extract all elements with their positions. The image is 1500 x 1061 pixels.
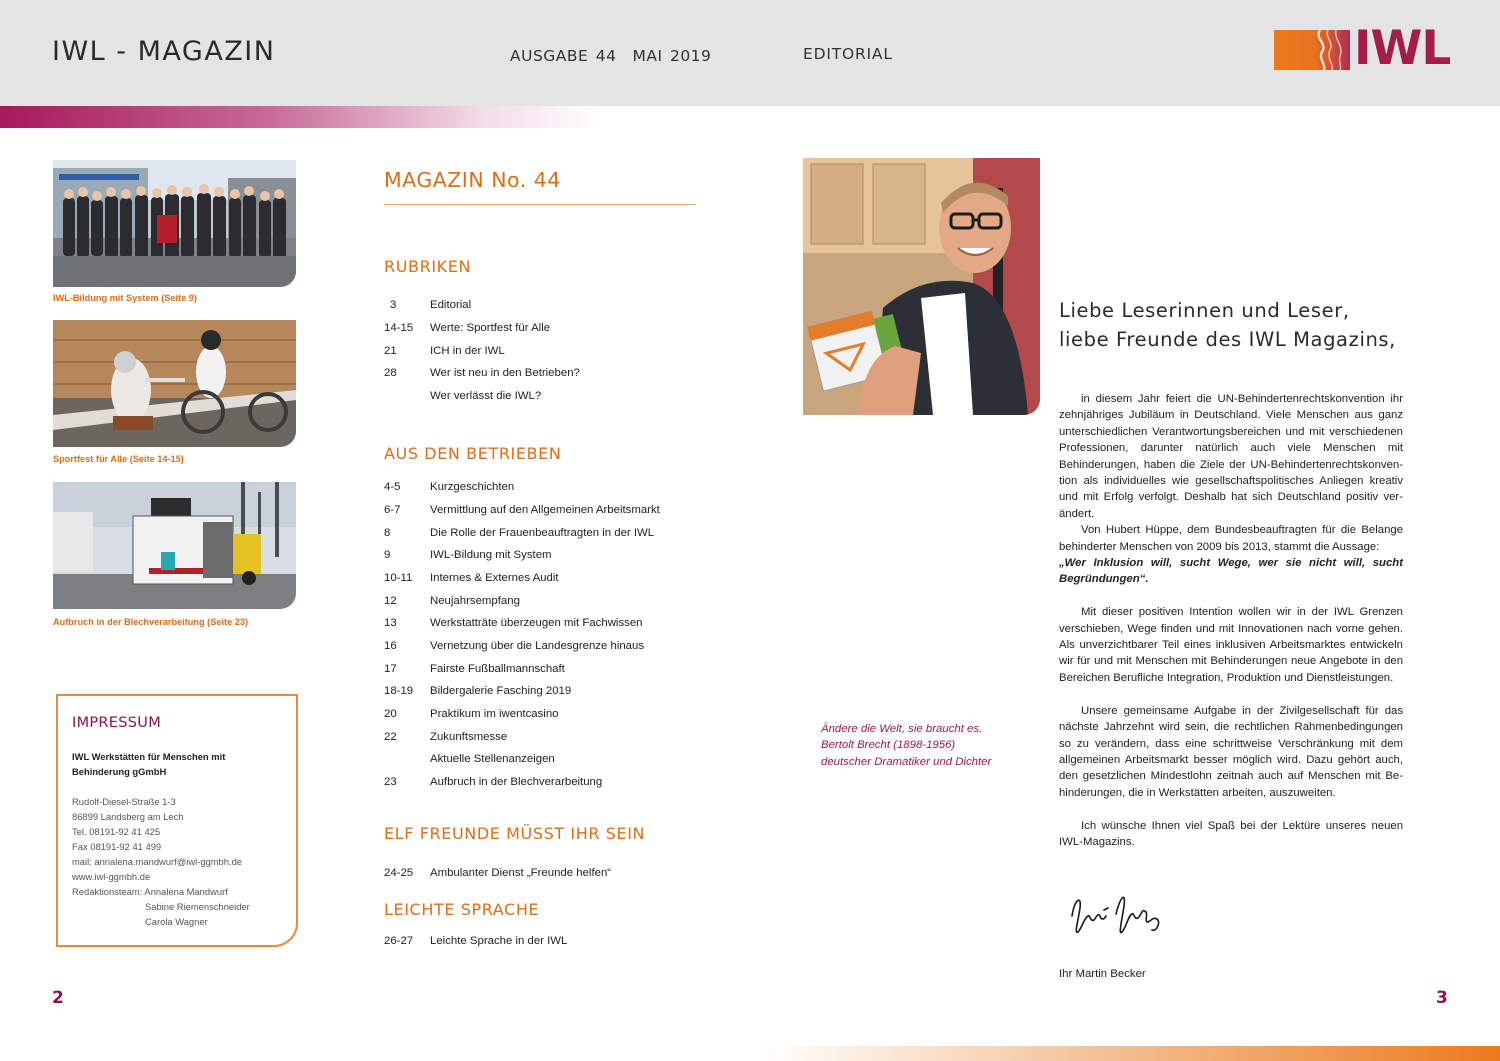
toc-page: 23 xyxy=(384,776,397,788)
toc-page: 22 xyxy=(384,731,397,743)
portrait-photo xyxy=(803,158,1040,415)
toc-title-text: IWL-Bildung mit System xyxy=(430,549,552,561)
header-gradient-band xyxy=(0,106,600,128)
toc-title: MAGAZIN No. 44 xyxy=(384,168,561,192)
toc-page: 26-27 xyxy=(384,935,414,947)
editorial-paragraph: Von Hubert Hüppe, dem Bundesbeauftragten für die Belange behinderter Menschen von 2009 bis 2013, stammt die Aussage: xyxy=(1059,524,1403,553)
toc-title-text: Aufbruch in der Blechverarbeitung xyxy=(430,776,603,788)
toc-page: 8 xyxy=(384,527,391,539)
toc-title-text: Kurzgeschichten xyxy=(430,481,515,493)
photo-caption: Aufbruch in der Blechverarbeitung (Seite 23) xyxy=(53,617,249,627)
toc-title-text: Vermittlung auf den Allgemeinen Arbeitsmarkt xyxy=(430,504,660,516)
phone-number: Tel. 08191-92 41 425 xyxy=(72,826,161,837)
toc-divider xyxy=(384,204,696,205)
photo-caption: Sportfest für Alle (Seite 14-15) xyxy=(53,454,184,464)
iwl-logo xyxy=(1274,21,1451,76)
sign-off: Ihr Martin Becker xyxy=(1059,968,1146,980)
photo-caption: IWL-Bildung mit System (Seite 9) xyxy=(53,293,197,303)
section-label: EDITORIAL xyxy=(803,45,893,63)
toc-page: 4-5 xyxy=(384,481,401,493)
editorial-citation: „Wer Inklusion will, sucht Wege, wer sie nicht will, sucht Begründungen“. xyxy=(1059,557,1403,586)
issue-info xyxy=(510,47,711,65)
logo-mark-icon xyxy=(1274,30,1350,70)
brecht-quote xyxy=(821,721,991,770)
toc-section-heading: LEICHTE SPRACHE xyxy=(384,900,540,919)
issue-date: MAI 2019 xyxy=(632,47,712,65)
toc-page: 24-25 xyxy=(384,867,414,879)
toc-title-text: Zukunftsmesse xyxy=(430,731,508,743)
toc-page: 20 xyxy=(384,708,397,720)
email-link[interactable]: mail: annalena.mandwurf@iwl-ggmbh.de xyxy=(72,856,243,867)
magazine-title: IWL - MAGAZIN xyxy=(52,36,276,67)
quote-text: Ändere die Welt, sie braucht es. xyxy=(821,723,983,735)
toc-page: 3 xyxy=(390,299,397,311)
editorial-team: Redaktionsteam: Annalena Mandwurf xyxy=(72,886,228,897)
toc-title-text: Praktikum im iwentcasino xyxy=(430,708,559,720)
footer-gradient-band xyxy=(760,1046,1500,1061)
impressum-title: IMPRESSUM xyxy=(72,715,161,731)
toc-page: 18-19 xyxy=(384,685,414,697)
toc-title-text: Die Rolle der Frauenbeauftragten in der IWL xyxy=(430,527,655,539)
issue-number: AUSGABE 44 xyxy=(510,47,617,65)
greeting-line: Liebe Leserinnen und Leser, xyxy=(1059,299,1350,322)
address-city: 86899 Landsberg am Lech xyxy=(72,811,184,822)
quote-author: Bertolt Brecht (1898-1956) xyxy=(821,739,956,752)
page-number-right: 3 xyxy=(1436,988,1448,1008)
toc-page: 9 xyxy=(384,549,391,561)
address-street: Rudolf-Diesel-Straße 1-3 xyxy=(72,796,176,807)
toc-title-text: Wer verlässt die IWL? xyxy=(430,390,542,402)
impressum-organization xyxy=(72,749,225,779)
impressum-box xyxy=(56,694,298,947)
org-line: IWL Werkstätten für Menschen mit xyxy=(72,751,226,762)
toc-title-text: Wer ist neu in den Betrieben? xyxy=(430,367,580,379)
toc-title-text: Werkstatträte überzeugen mit Fachwissen xyxy=(430,617,643,629)
quote-author-description: deutscher Dramatiker und Dichter xyxy=(821,755,992,768)
toc-title-text: Neujahrsempfang xyxy=(430,595,520,607)
editorial-team-member: Carola Wagner xyxy=(145,916,208,927)
photo-fencing xyxy=(53,320,296,447)
toc-page: 12 xyxy=(384,595,397,607)
editorial-greeting xyxy=(1059,297,1396,354)
editorial-paragraph: Ich wünsche Ihnen viel Spaß bei der Lektüre unseres neuen IWL-Magazins. xyxy=(1059,819,1403,848)
toc-page: 14-15 xyxy=(384,322,414,334)
photo-group xyxy=(53,160,296,287)
toc-page: 6-7 xyxy=(384,504,401,516)
logo-wordmark: IWL xyxy=(1354,21,1451,76)
toc-title-text: ICH in der IWL xyxy=(430,345,505,357)
greeting-line: liebe Freunde des IWL Magazins, xyxy=(1059,327,1396,351)
page-number-left: 2 xyxy=(52,988,64,1008)
website-link[interactable]: www.iwl-ggmbh.de xyxy=(72,871,151,882)
editorial-body xyxy=(1059,391,1403,850)
toc-title-text: Vernetzung über die Landesgrenze hinaus xyxy=(430,640,645,652)
toc-title-text: Internes & Externes Audit xyxy=(430,572,559,584)
editorial-paragraph: in diesem Jahr feiert die UN-Behindertenrechtskonvention ihr zehnjähriges Jubiläum in Deutschland. Viele Menschen aus ganz unterschiedlichen Verantwortungsbereichen und mit verschiedenen Professionen, darunter natürlich auch viele Menschen mit Behinderungen, haben die Ziele der UN-Behindertenrechtskonvention als individuelles wie gesellschaftspolitisches Anliegen kreativ und mit Erfolg verfolgt. Deshalb hat sich Deutschland positiv verändert. xyxy=(1059,393,1403,520)
toc-page: 28 xyxy=(384,367,397,379)
toc-title-text: Ambulanter Dienst „Freunde helfen“ xyxy=(430,867,612,879)
toc-section-heading: ELF FREUNDE MÜSST IHR SEIN xyxy=(384,824,646,843)
toc-title-text: Leichte Sprache in der IWL xyxy=(430,935,568,947)
toc-title-text: Bildergalerie Fasching 2019 xyxy=(430,685,572,697)
impressum-contact xyxy=(72,794,250,929)
toc-title-text: Editorial xyxy=(430,299,472,311)
toc-page: 17 xyxy=(384,663,397,675)
toc-page: 10-11 xyxy=(384,572,413,584)
org-line: Behinderung gGmbH xyxy=(72,766,167,777)
toc-page: 21 xyxy=(384,345,397,357)
toc-page: 16 xyxy=(384,640,397,652)
page-header xyxy=(0,0,1500,106)
toc-page: 13 xyxy=(384,617,397,629)
editorial-paragraph: Unsere gemeinsame Aufgabe in der Zivilgesellschaft für das nächste Jahrzehnt wird sein, die rechtlichen Rahmenbedingungen so zu verändern, dass eine schrittweise Verschränkung mit dem allgemeinen Arbeitsmarkt besser möglich wird. Dazu gehört auch, den gesetzlichen Mindestlohn zeitnah auch auf Menschen mit Behinderungen, die in Werkstätten arbeiten, auszuweiten. xyxy=(1059,704,1403,799)
editorial-team-member: Sabine Riemenschneider xyxy=(145,901,250,912)
toc-section-heading: AUS DEN BETRIEBEN xyxy=(384,444,562,463)
toc-title-text: Aktuelle Stellenanzeigen xyxy=(430,753,555,765)
toc-title-text: Fairste Fußballmannschaft xyxy=(430,663,565,675)
toc-title-text: Werte: Sportfest für Alle xyxy=(430,322,551,334)
photo-machine xyxy=(53,482,296,609)
toc-section-heading: RUBRIKEN xyxy=(384,257,472,276)
fax-number: Fax 08191-92 41 499 xyxy=(72,841,162,852)
handwritten-signature xyxy=(1068,886,1168,946)
editorial-paragraph: Mit dieser positiven Intention wollen wir in der IWL Grenzen verschieben, Wege finden und mit Innovationen nach vorne gehen. Als unverzichtbarer Teil eines inklusiven Arbeitsmarktes entwickeln wir für und mit Menschen mit Behinderungen neue Angebote in den Bereichen Berufliche Integration, Produktion und Dienstleistungen. xyxy=(1059,606,1403,684)
